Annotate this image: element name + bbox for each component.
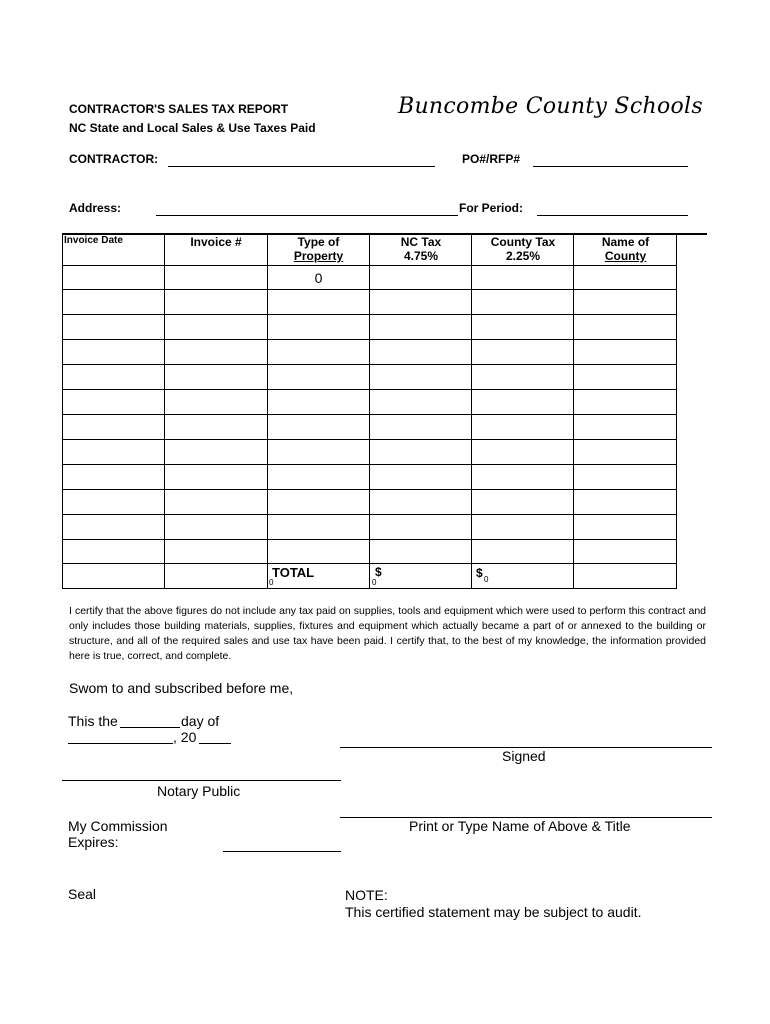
header-invoice-number: Invoice #: [190, 235, 242, 249]
notary-line: [62, 780, 341, 781]
table-bottom-rule: [62, 588, 677, 589]
note-label: NOTE:: [345, 887, 388, 903]
po-label: PO#/RFP#: [462, 152, 521, 166]
header-nc-line1: NC Tax: [400, 235, 442, 249]
table-row-rule: [62, 514, 677, 515]
table-row-rule: [62, 439, 677, 440]
header-county-line2: 2.25%: [505, 249, 541, 263]
year-field[interactable]: [200, 727, 230, 743]
commission-line: [223, 851, 341, 852]
total-sub-value: 0: [269, 578, 274, 587]
table-divider: [573, 233, 574, 589]
certification-text: I certify that the above figures do not include any tax paid on supplies, tools and equipment which were used to perform this contract and only includes those building materials, supplies, fixtures and equipment which actually became a part of or annexed to the building or structure, and all of the required sales and use tax have been paid. I certify that, to the best of my knowledge, the information provided here is true, correct, and complete.: [69, 605, 706, 662]
address-line: [156, 215, 458, 216]
address-field[interactable]: [158, 199, 454, 215]
table-row-rule: [62, 414, 677, 415]
commission-label-line2: Expires:: [68, 834, 119, 850]
header-county-tax: [472, 235, 574, 263]
contractor-field[interactable]: [170, 150, 432, 166]
table-border-left: [62, 233, 63, 589]
nc-total-value: 0: [372, 578, 377, 587]
table-divider: [267, 233, 268, 589]
table-row-rule: [62, 389, 677, 390]
report-subtitle: NC State and Local Sales & Use Taxes Paid: [69, 121, 316, 135]
table-row-rule: [62, 464, 677, 465]
table-row-rule: [62, 289, 677, 290]
header-nc-tax: [370, 235, 472, 263]
table-divider: [164, 233, 165, 589]
table-row-rule: [62, 339, 677, 340]
period-line: [537, 215, 688, 216]
header-type-line1: Type of: [297, 235, 340, 249]
header-name-of-county: [574, 235, 677, 263]
header-county-line1: County Tax: [490, 235, 556, 249]
day-of-label: day of: [181, 713, 220, 729]
contractor-label: CONTRACTOR:: [69, 152, 159, 166]
report-title: CONTRACTOR'S SALES TAX REPORT: [69, 102, 289, 116]
month-line: [68, 743, 173, 744]
header-nc-line2: 4.75%: [403, 249, 439, 263]
header-type-of-property: [267, 235, 370, 263]
table-row-rule: [62, 364, 677, 365]
county-total-prefix: $: [476, 566, 483, 580]
po-line: [533, 166, 688, 167]
period-field[interactable]: [539, 199, 685, 215]
table-row-rule: [62, 265, 677, 266]
table-divider: [471, 233, 472, 589]
this-the-label: This the: [68, 713, 118, 729]
total-label: TOTAL: [272, 565, 315, 580]
first-row-type-value: 0: [314, 270, 323, 286]
po-field[interactable]: [535, 150, 685, 166]
notary-field[interactable]: [64, 763, 339, 779]
header-invoice-date: Invoice Date: [64, 235, 123, 246]
table-row-rule: [62, 539, 677, 540]
table-row-rule: [62, 314, 677, 315]
day-field[interactable]: [121, 711, 178, 727]
contractor-line: [168, 166, 435, 167]
commission-label-line1: My Commission: [68, 818, 168, 834]
print-name-label: Print or Type Name of Above & Title: [409, 818, 631, 834]
seal-label: Seal: [68, 886, 97, 902]
notary-label: Notary Public: [157, 783, 241, 799]
table-row-rule: [62, 489, 677, 490]
nc-total-prefix: $: [375, 565, 382, 579]
sworn-text: Swom to and subscribed before me,: [69, 680, 294, 696]
signed-label: Signed: [502, 748, 546, 764]
header-name-line1: Name of: [601, 235, 650, 249]
table-divider: [369, 233, 370, 589]
month-field[interactable]: [69, 727, 171, 743]
header-type-line2: Property: [293, 249, 344, 263]
header-name-line2: County: [604, 249, 647, 263]
county-total-value: 0: [484, 575, 489, 584]
year-line: [199, 743, 231, 744]
year-prefix: , 20: [173, 729, 197, 745]
print-name-field[interactable]: [342, 800, 710, 816]
table-row-rule: [62, 563, 677, 564]
address-label: Address:: [69, 201, 122, 215]
commission-field[interactable]: [225, 835, 339, 851]
school-name: Buncombe County Schools: [398, 94, 703, 119]
period-label: For Period:: [459, 201, 524, 215]
table-border-right: [676, 233, 677, 589]
signature-field[interactable]: [342, 730, 710, 746]
note-text: This certified statement may be subject to audit.: [345, 904, 642, 920]
